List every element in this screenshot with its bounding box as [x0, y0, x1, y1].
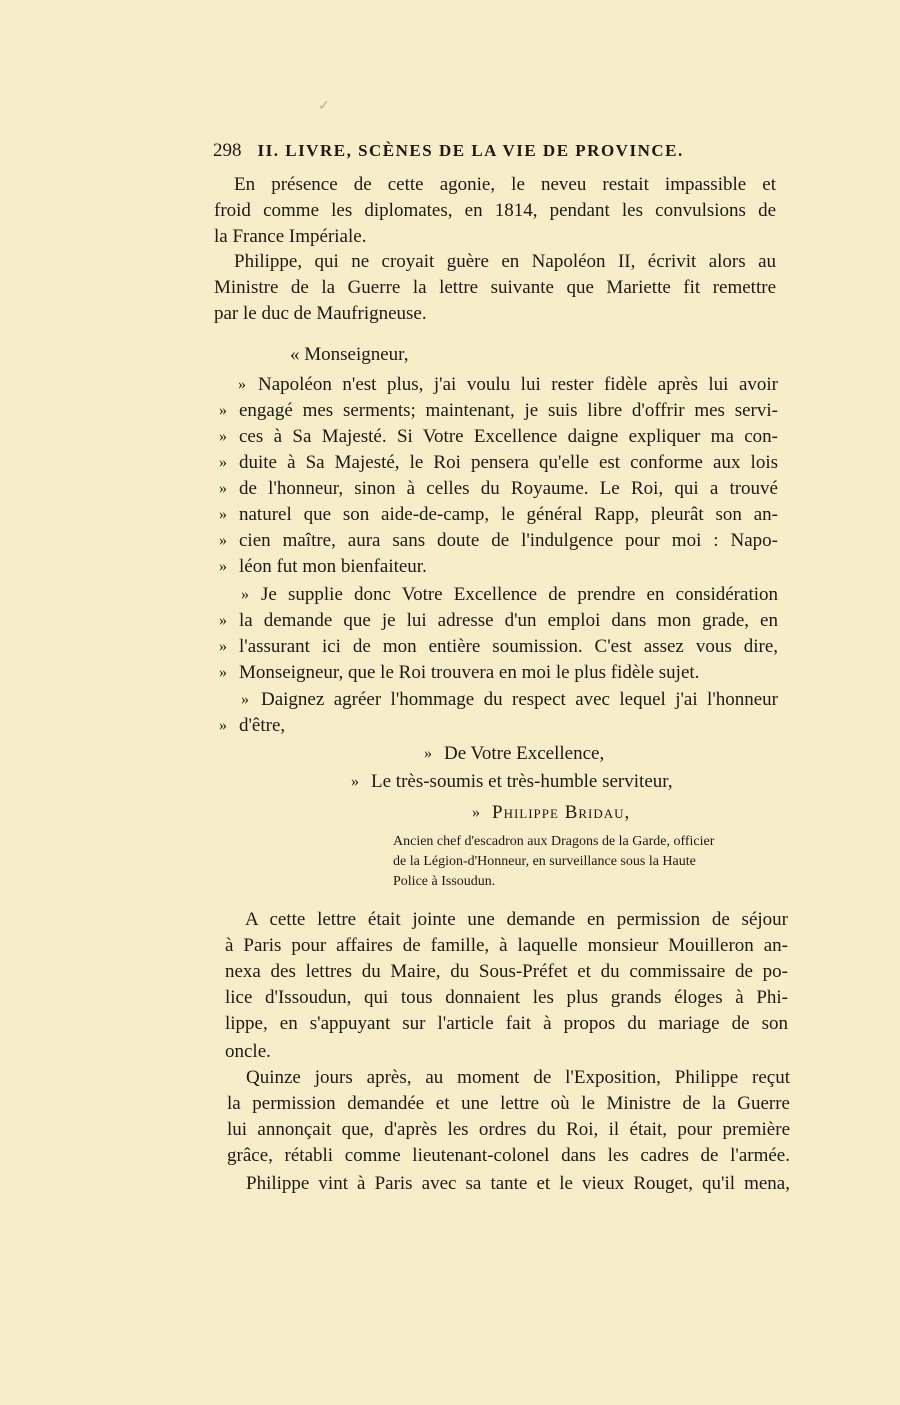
letter-line: Daignez agréer l'hommage du respect avec lequel j'ai l'honneur	[261, 689, 778, 710]
signatory-title-line: Ancien chef d'escadron aux Dragons de la Garde, officier	[393, 834, 715, 849]
quote-mark: »	[219, 664, 227, 681]
quote-mark: »	[219, 480, 227, 497]
quote-mark: »	[238, 376, 246, 393]
quote-mark: »	[219, 717, 227, 734]
quote-mark: »	[472, 804, 480, 821]
quote-mark: »	[219, 506, 227, 523]
letter-signature: Philippe Bridau,	[492, 802, 631, 823]
quote-mark: »	[351, 773, 359, 790]
quote-mark: »	[219, 612, 227, 629]
signatory-title-line: Police à Issoudun.	[393, 874, 496, 889]
letter-line: naturel que son aide-de-camp, le général Rapp, pleurât son an-	[239, 504, 778, 525]
text-line: la France Impériale.	[214, 226, 367, 247]
letter-line: Monseigneur, que le Roi trouvera en moi le plus fidèle sujet.	[239, 662, 700, 683]
quote-mark: »	[219, 402, 227, 419]
quote-mark: »	[219, 454, 227, 471]
text-line: Philippe vint à Paris avec sa tante et le vieux Rouget, qu'il mena,	[246, 1173, 790, 1194]
text-line: lui annonçait que, d'après les ordres du Roi, il était, pour première	[227, 1119, 790, 1140]
text-line: Ministre de la Guerre la lettre suivante que Mariette fit remettre	[214, 277, 776, 298]
text-line: la permission demandée et une lettre où le Ministre de la Guerre	[227, 1093, 790, 1114]
text-line: Philippe, qui ne croyait guère en Napoléon II, écrivit alors au	[234, 251, 776, 272]
quote-mark: »	[241, 586, 249, 603]
page-number: 298	[213, 140, 242, 161]
quote-mark: »	[424, 745, 432, 762]
letter-line: Napoléon n'est plus, j'ai voulu lui rester fidèle après lui avoir	[258, 374, 778, 395]
text-line: par le duc de Maufrigneuse.	[214, 303, 427, 324]
text-line: oncle.	[225, 1041, 271, 1062]
letter-line: duite à Sa Majesté, le Roi pensera qu'elle est conforme aux lois	[239, 452, 778, 473]
letter-line: la demande que je lui adresse d'un emploi dans mon grade, en	[239, 610, 778, 631]
quote-mark: »	[241, 691, 249, 708]
text-line: En présence de cette agonie, le neveu restait impassible et	[234, 174, 776, 195]
letter-line: engagé mes serments; maintenant, je suis libre d'offrir mes servi-	[239, 400, 778, 421]
letter-closing: Le très-soumis et très-humble serviteur,	[371, 771, 673, 792]
text-line: grâce, rétabli comme lieutenant-colonel dans les cadres de l'armée.	[227, 1145, 790, 1166]
running-title: II. LIVRE, SCÈNES DE LA VIE DE PROVINCE.	[257, 141, 684, 160]
text-line: Quinze jours après, au moment de l'Exposition, Philippe reçut	[246, 1067, 790, 1088]
letter-line: d'être,	[239, 715, 286, 736]
letter-line: Je supplie donc Votre Excellence de prendre en considération	[261, 584, 778, 605]
letter-closing: De Votre Excellence,	[444, 743, 605, 764]
letter-line: léon fut mon bienfaiteur.	[239, 556, 427, 577]
text-line: nexa des lettres du Maire, du Sous-Préfet et du commissaire de po-	[225, 961, 788, 982]
quote-mark: »	[219, 532, 227, 549]
text-line: A cette lettre était jointe une demande en permission de séjour	[245, 909, 788, 930]
quote-mark: »	[219, 428, 227, 445]
quote-mark: »	[219, 558, 227, 575]
signatory-title-line: de la Légion-d'Honneur, en surveillance sous la Haute	[393, 854, 696, 869]
text-line: lippe, en s'appuyant sur l'article fait à propos du mariage de son	[225, 1013, 788, 1034]
letter-line: cien maître, aura sans doute de l'indulgence pour moi : Napo-	[239, 530, 778, 551]
text-line: lice d'Issoudun, qui tous donnaient les plus grands éloges à Phi-	[225, 987, 788, 1008]
quote-mark: »	[219, 638, 227, 655]
text-line: froid comme les diplomates, en 1814, pendant les convulsions de	[214, 200, 776, 221]
letter-line: de l'honneur, sinon à celles du Royaume. Le Roi, qui a trouvé	[239, 478, 778, 499]
letter-line: ces à Sa Majesté. Si Votre Excellence daigne expliquer ma con-	[239, 426, 778, 447]
running-header	[213, 140, 773, 162]
pencil-tick-mark: ✓	[318, 99, 330, 114]
letter-salutation: « Monseigneur,	[290, 344, 409, 365]
letter-line: l'assurant ici de mon entière soumission. C'est assez vous dire,	[239, 636, 778, 657]
text-line: à Paris pour affaires de famille, à laquelle monsieur Mouilleron an-	[225, 935, 788, 956]
